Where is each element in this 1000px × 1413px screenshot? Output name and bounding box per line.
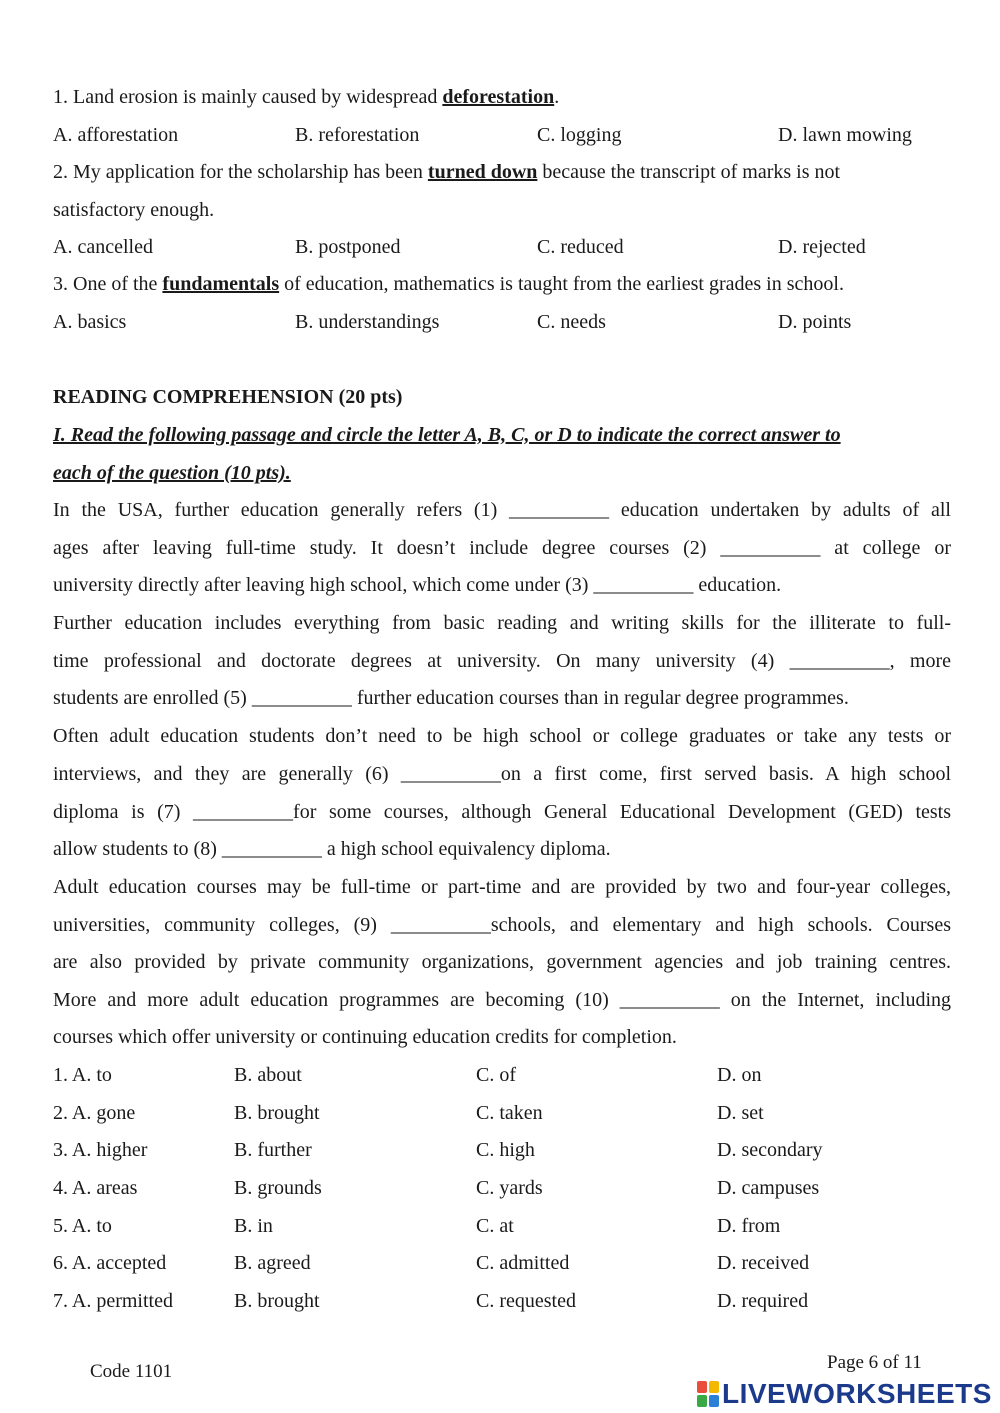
question-text: of education, mathematics is taught from the earliest grades in school.	[279, 273, 844, 295]
passage-line: time professional and doctorate degrees at university. On many university (4) __________, more	[53, 650, 951, 672]
q4-option-b[interactable]: B. grounds	[234, 1177, 322, 1199]
vocab-1-option-d[interactable]: D. lawn mowing	[778, 124, 912, 146]
question-text: .	[554, 86, 560, 108]
question-text: 1. Land erosion is mainly caused by widespread	[53, 86, 443, 108]
q5-option-b[interactable]: B. in	[234, 1215, 273, 1237]
passage-line: allow students to (8) __________ a high school equivalency diploma.	[53, 838, 611, 860]
question-text: because the transcript of marks is not	[537, 161, 841, 183]
vocab-2-option-a[interactable]: A. cancelled	[53, 236, 153, 258]
vocab-question-2	[53, 160, 840, 184]
page-number: Page 6 of 11	[827, 1352, 922, 1373]
instruction-line-1: I. Read the following passage and circle the letter A, B, C, or D to indicate the correct answer to	[53, 424, 841, 446]
passage-line: Often adult education students don’t need to be high school or college graduates or take any tests or	[53, 725, 951, 747]
passage-line: courses which offer university or continuing education credits for completion.	[53, 1026, 677, 1048]
q7-option-c[interactable]: C. requested	[476, 1290, 576, 1312]
q4-option-a[interactable]: 4. A. areas	[53, 1177, 138, 1199]
q3-option-c[interactable]: C. high	[476, 1139, 535, 1161]
q5-option-d[interactable]: D. from	[717, 1215, 781, 1237]
vocab-1-option-c[interactable]: C. logging	[537, 124, 622, 146]
liveworksheets-brand: LIVEWORKSHEETS	[722, 1378, 992, 1409]
passage-line: universities, community colleges, (9) __________schools, and elementary and high schools. Courses	[53, 914, 951, 936]
question-keyword: turned down	[427, 161, 538, 183]
liveworksheets-logo[interactable]	[697, 1378, 992, 1410]
vocab-3-option-a[interactable]: A. basics	[53, 311, 127, 333]
q3-option-a[interactable]: 3. A. higher	[53, 1139, 148, 1161]
passage-line: Adult education courses may be full-time or part-time and are provided by two and four-year colleges,	[53, 876, 951, 898]
passage-line: ages after leaving full-time study. It doesn’t include degree courses (2) __________ at college or	[53, 537, 951, 559]
vocab-question-2-continued: satisfactory enough.	[53, 199, 215, 221]
question-text: 3. One of the	[53, 273, 163, 295]
q4-option-d[interactable]: D. campuses	[717, 1177, 820, 1199]
vocab-3-option-b[interactable]: B. understandings	[295, 311, 440, 333]
instruction-line-2: each of the question (10 pts).	[53, 462, 291, 484]
liveworksheets-icon	[697, 1381, 719, 1407]
question-keyword: deforestation	[442, 86, 555, 108]
q6-option-d[interactable]: D. received	[717, 1252, 810, 1274]
vocab-3-option-d[interactable]: D. points	[778, 311, 852, 333]
passage-line: are also provided by private community organizations, government agencies and job training centres.	[53, 951, 951, 973]
q7-option-a[interactable]: 7. A. permitted	[53, 1290, 173, 1312]
vocab-3-option-c[interactable]: C. needs	[537, 311, 606, 333]
exam-code: Code 1101	[90, 1361, 173, 1382]
vocab-2-option-c[interactable]: C. reduced	[537, 236, 624, 258]
passage-line: In the USA, further education generally refers (1) __________ education undertaken by adults of all	[53, 499, 951, 521]
q6-option-b[interactable]: B. agreed	[234, 1252, 311, 1274]
vocab-1-option-a[interactable]: A. afforestation	[53, 124, 179, 146]
vocab-question-3	[53, 272, 844, 296]
q1-option-c[interactable]: C. of	[476, 1064, 516, 1086]
question-text: 2. My application for the scholarship has been	[53, 161, 428, 183]
q7-option-b[interactable]: B. brought	[234, 1290, 320, 1312]
passage-line: students are enrolled (5) __________ further education courses than in regular degree programmes.	[53, 687, 849, 709]
vocab-2-option-d[interactable]: D. rejected	[778, 236, 866, 258]
q6-option-a[interactable]: 6. A. accepted	[53, 1252, 167, 1274]
vocab-question-1	[53, 85, 559, 109]
vocab-1-option-b[interactable]: B. reforestation	[295, 124, 420, 146]
q5-option-a[interactable]: 5. A. to	[53, 1215, 112, 1237]
q5-option-c[interactable]: C. at	[476, 1215, 514, 1237]
q2-option-d[interactable]: D. set	[717, 1102, 764, 1124]
q1-option-b[interactable]: B. about	[234, 1064, 302, 1086]
q2-option-c[interactable]: C. taken	[476, 1102, 543, 1124]
q6-option-c[interactable]: C. admitted	[476, 1252, 570, 1274]
question-keyword: fundamentals	[162, 273, 280, 295]
q3-option-d[interactable]: D. secondary	[717, 1139, 823, 1161]
passage-line: Further education includes everything from basic reading and writing skills for the illiterate to full-	[53, 612, 951, 634]
vocab-2-option-b[interactable]: B. postponed	[295, 236, 401, 258]
passage-line: university directly after leaving high school, which come under (3) __________ education.	[53, 574, 782, 596]
q1-option-d[interactable]: D. on	[717, 1064, 762, 1086]
passage-line: diploma is (7) __________for some courses, although General Educational Development (GED) tests	[53, 801, 951, 823]
section-heading: READING COMPREHENSION (20 pts)	[53, 386, 403, 408]
passage-line: More and more adult education programmes are becoming (10) __________ on the Internet, including	[53, 989, 951, 1011]
q7-option-d[interactable]: D. required	[717, 1290, 809, 1312]
q3-option-b[interactable]: B. further	[234, 1139, 312, 1161]
q2-option-a[interactable]: 2. A. gone	[53, 1102, 136, 1124]
q2-option-b[interactable]: B. brought	[234, 1102, 320, 1124]
q1-option-a[interactable]: 1. A. to	[53, 1064, 112, 1086]
q4-option-c[interactable]: C. yards	[476, 1177, 543, 1199]
passage-line: interviews, and they are generally (6) __________on a first come, first served basis. A high school	[53, 763, 951, 785]
